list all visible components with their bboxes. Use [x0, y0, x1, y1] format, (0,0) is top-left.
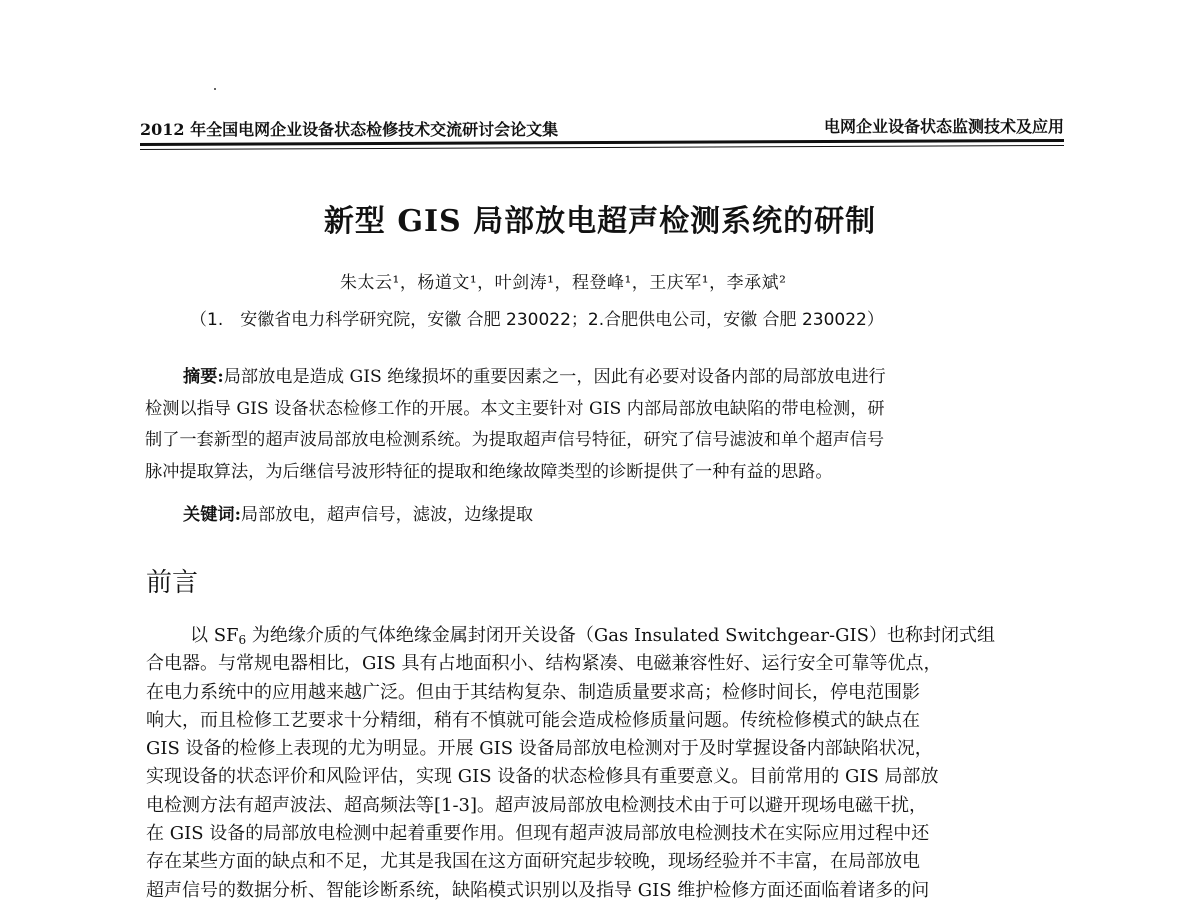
- author-affiliation: （1. 安徽省电力科学研究院，安徽 合肥 230022；2.合肥供电公司，安徽 合肥 230022）: [190, 310, 884, 330]
- scan-speck: [214, 88, 216, 90]
- section-heading-preface: 前言: [146, 568, 199, 598]
- abstract: [145, 362, 1065, 488]
- abstract-line: 脉冲提取算法，为后继信号波形特征的提取和绝缘故障类型的诊断提供了一种有益的思路。: [145, 461, 833, 482]
- author-list: 朱太云¹，杨道文¹，叶剑涛¹，程登峰¹，王庆军¹，李承斌²: [340, 273, 787, 293]
- body-line: 电检测方法有超声波法、超高频法等[1-3]。超声波局部放电检测技术由于可以避开现场电磁干扰，: [146, 794, 928, 816]
- body-line: 在 GIS 设备的局部放电检测中起着重要作用。但现有超声波局部放电检测技术在实际应用过程中还: [146, 823, 930, 845]
- header-rule-thin: [140, 145, 1064, 150]
- body-line: [146, 622, 1066, 650]
- body-line: 实现设备的状态评价和风险评估，实现 GIS 设备的状态检修具有重要意义。目前常用的 GIS 局部放: [146, 766, 939, 788]
- body-line: 存在某些方面的缺点和不足，尤其是我国在这方面研究起步较晚，现场经验并不丰富，在局部放电: [146, 851, 920, 873]
- abstract-line: [145, 362, 1065, 394]
- body-line: GIS 设备的检修上表现的尤为明显。开展 GIS 设备局部放电检测对于及时掌握设备内部缺陷状况，: [146, 738, 933, 760]
- paper-title: 新型 GIS 局部放电超声检测系统的研制: [323, 204, 877, 239]
- abstract-label: 摘要:: [183, 367, 224, 387]
- body-line: 响大，而且检修工艺要求十分精细，稍有不慎就可能会造成检修质量问题。传统检修模式的缺点在: [146, 709, 920, 731]
- body-first-prefix: 以 SF: [190, 625, 239, 646]
- body-first-rest: 为绝缘介质的气体绝缘金属封闭开关设备（Gas Insulated Switchgear-GIS）也称封闭式组: [246, 625, 995, 646]
- body-paragraph: [146, 622, 1066, 905]
- running-header-proceedings: 2012 年全国电网企业设备状态检修技术交流研讨会论文集: [140, 120, 559, 139]
- abstract-line: 检测以指导 GIS 设备状态检修工作的开展。本文主要针对 GIS 内部局部放电缺陷的带电检测，研: [145, 398, 885, 419]
- sf6-subscript: 6: [238, 633, 247, 647]
- abstract-text: 局部放电是造成 GIS 绝缘损坏的重要因素之一，因此有必要对设备内部的局部放电进行: [223, 367, 886, 387]
- running-header: [140, 117, 1064, 141]
- body-line: 合电器。与常规电器相比，GIS 具有占地面积小、结构紧凑、电磁兼容性好、运行安全可靠等优点，: [146, 653, 942, 675]
- body-line: 在电力系统中的应用越来越广泛。但由于其结构复杂、制造质量要求高；检修时间长，停电范围影: [146, 681, 920, 703]
- keywords-label: 关键词:: [183, 505, 241, 525]
- keywords: [183, 500, 533, 525]
- abstract-line: 制了一套新型的超声波局部放电检测系统。为提取超声信号特征，研究了信号滤波和单个超声信号: [145, 430, 885, 450]
- keywords-text: 局部放电，超声信号，滤波，边缘提取: [240, 505, 534, 525]
- running-header-section: 电网企业设备状态监测技术及应用: [823, 117, 1064, 136]
- body-line: 超声信号的数据分析、智能诊断系统，缺陷模式识别以及指导 GIS 维护检修方面还面临着诸多的问: [146, 879, 930, 901]
